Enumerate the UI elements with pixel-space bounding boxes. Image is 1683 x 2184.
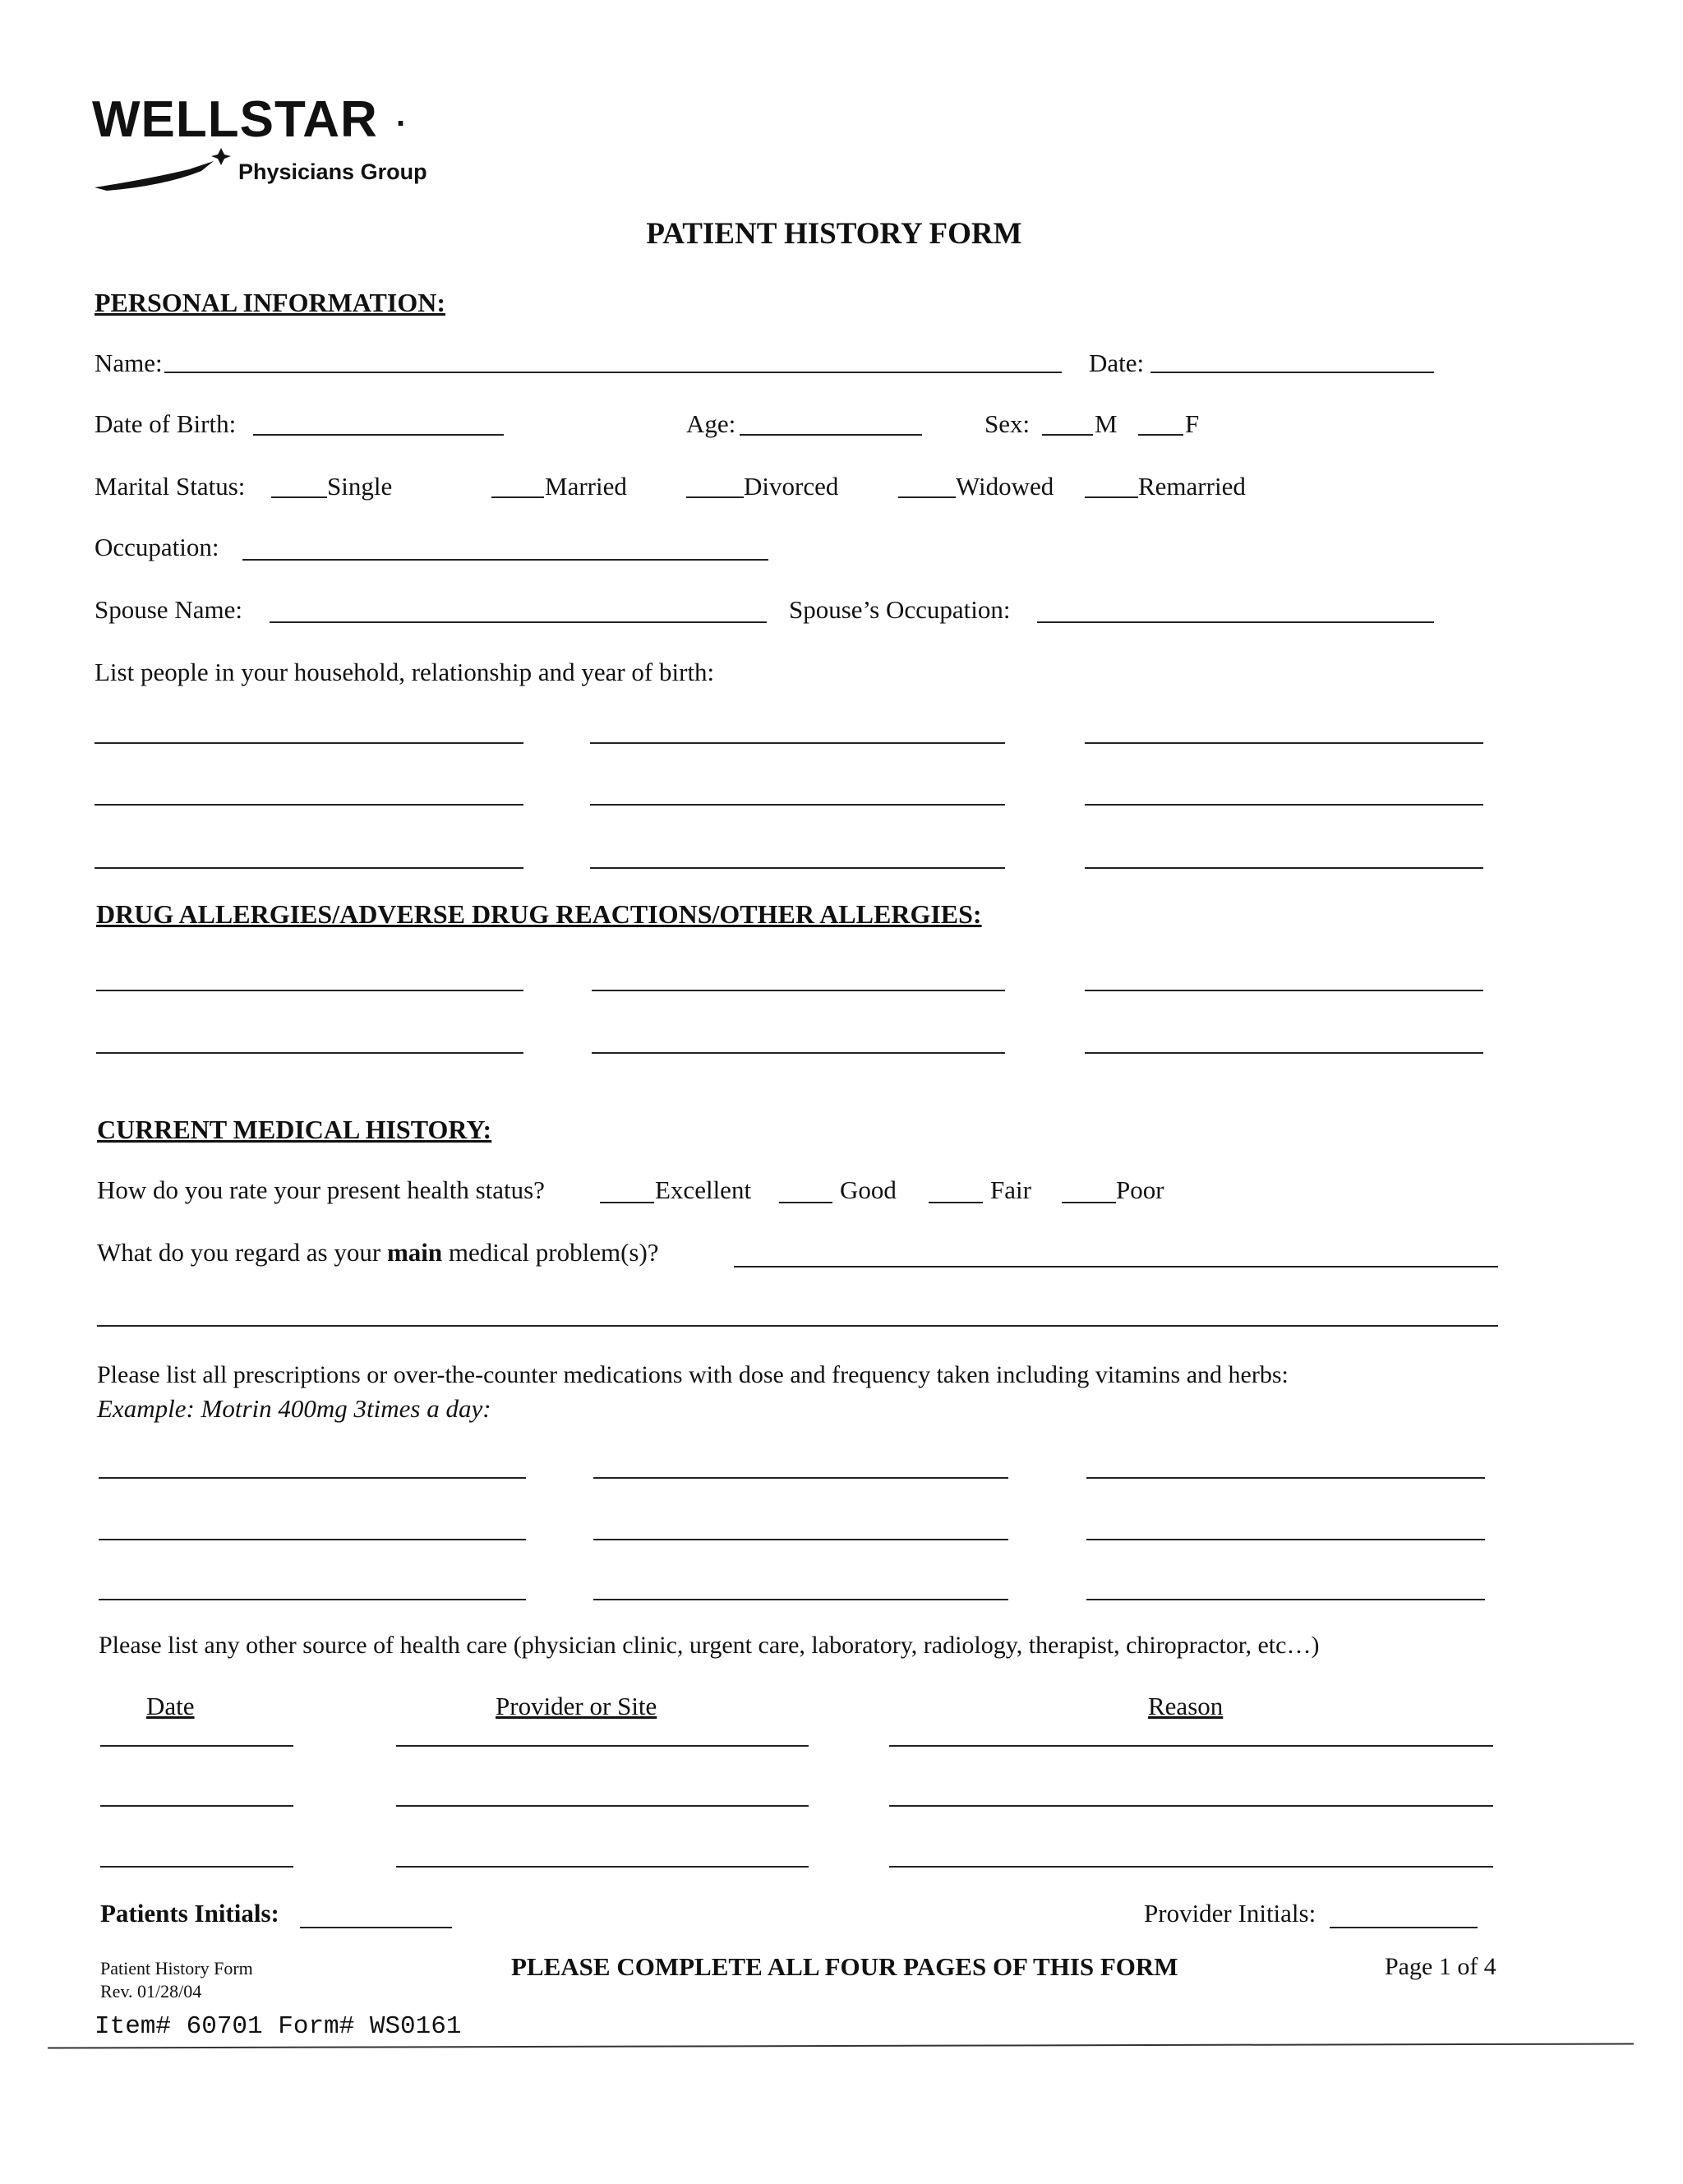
footer-form-name: Patient History Form (100, 1958, 253, 1979)
marital-remarried-blank[interactable] (1085, 496, 1138, 498)
date-field[interactable] (1150, 372, 1434, 373)
marital-remarried-label: Remarried (1138, 472, 1246, 501)
marital-widowed-label: Widowed (956, 472, 1054, 501)
col-date-header: Date (146, 1692, 195, 1720)
section-header-personal: PERSONAL INFORMATION: (95, 288, 445, 317)
sex-label: Sex: (984, 409, 1031, 438)
occupation-label: Occupation: (95, 533, 219, 561)
provider-initials-label: Provider Initials: (1144, 1899, 1316, 1928)
name-label: Name: (95, 349, 163, 377)
marital-label: Marital Status: (95, 472, 246, 501)
medication-line[interactable] (1086, 1599, 1485, 1600)
allergy-line[interactable] (592, 990, 1005, 991)
marital-single-label: Single (327, 472, 393, 501)
marital-married-blank[interactable] (491, 496, 544, 498)
care-date-line[interactable] (100, 1805, 293, 1807)
form-title: PATIENT HISTORY FORM (646, 217, 1022, 251)
care-reason-line[interactable] (889, 1866, 1493, 1868)
allergy-line[interactable] (1085, 1052, 1483, 1054)
dob-label: Date of Birth: (95, 409, 237, 438)
health-good-label: Good (840, 1175, 897, 1204)
marital-divorced-label: Divorced (744, 472, 839, 501)
logo-swoosh-icon (90, 146, 255, 196)
health-poor-label: Poor (1116, 1175, 1164, 1204)
spouse-name-field[interactable] (270, 621, 767, 623)
main-problem-label (97, 1238, 659, 1267)
medication-line[interactable] (99, 1477, 526, 1479)
other-care-label: Please list any other source of health care (physician clinic, urgent care, laboratory, radiology, therapist, chiropractor, etc…) (99, 1632, 1320, 1659)
marital-single-blank[interactable] (271, 496, 327, 498)
sex-f-blank[interactable] (1138, 434, 1183, 436)
allergy-line[interactable] (96, 990, 523, 991)
section-header-allergies: DRUG ALLERGIES/ADVERSE DRUG REACTIONS/OTHER ALLERGIES: (96, 899, 982, 929)
name-field[interactable] (164, 372, 1062, 373)
care-provider-line[interactable] (396, 1805, 809, 1807)
main-problem-label-bold: main (386, 1238, 443, 1267)
patient-initials-label: Patients Initials: (100, 1899, 279, 1928)
care-date-line[interactable] (100, 1866, 293, 1868)
medications-label: Please list all prescriptions or over-the-counter medications with dose and frequency taken including vitamins and herbs: (97, 1361, 1289, 1388)
marital-widowed-blank[interactable] (898, 496, 956, 498)
health-fair-label: Fair (990, 1175, 1031, 1204)
medication-line[interactable] (593, 1599, 1008, 1600)
medication-line[interactable] (593, 1477, 1008, 1479)
allergy-line[interactable] (1085, 990, 1483, 991)
household-label: List people in your household, relationship and year of birth: (95, 658, 715, 686)
age-field[interactable] (740, 434, 922, 436)
household-line[interactable] (1085, 742, 1483, 744)
marital-married-label: Married (545, 472, 627, 501)
occupation-field[interactable] (242, 559, 768, 561)
household-line[interactable] (1085, 867, 1483, 869)
medication-line[interactable] (1086, 1477, 1485, 1479)
care-reason-line[interactable] (889, 1805, 1493, 1807)
health-poor-blank[interactable] (1062, 1202, 1116, 1203)
health-status-label: How do you rate your present health status? (97, 1175, 545, 1204)
spouse-occupation-field[interactable] (1037, 621, 1434, 623)
health-fair-blank[interactable] (929, 1202, 983, 1203)
footer-revision: Rev. 01/28/04 (100, 1981, 202, 2002)
health-good-blank[interactable] (779, 1202, 832, 1203)
sex-f-label: F (1185, 409, 1200, 438)
medication-line[interactable] (99, 1539, 526, 1540)
sex-m-blank[interactable] (1042, 434, 1093, 436)
medication-line[interactable] (1086, 1539, 1485, 1540)
household-line[interactable] (590, 867, 1005, 869)
date-label: Date: (1089, 349, 1145, 377)
footer-rule (48, 2043, 1634, 2048)
allergy-line[interactable] (96, 1052, 523, 1054)
household-line[interactable] (590, 742, 1005, 744)
care-provider-line[interactable] (396, 1745, 809, 1747)
medications-example: Example: Motrin 400mg 3times a day: (97, 1394, 491, 1423)
health-excellent-label: Excellent (655, 1175, 752, 1204)
medication-line[interactable] (593, 1539, 1008, 1540)
household-line[interactable] (590, 804, 1005, 806)
care-provider-line[interactable] (396, 1866, 809, 1868)
main-problem-field[interactable] (734, 1266, 1498, 1267)
allergy-line[interactable] (592, 1052, 1005, 1054)
household-line[interactable] (95, 804, 523, 806)
patient-initials-field[interactable] (300, 1927, 452, 1928)
spouse-name-label: Spouse Name: (95, 595, 242, 624)
logo-wordmark: WELLSTAR (92, 91, 378, 148)
care-date-line[interactable] (100, 1745, 293, 1747)
main-problem-field-2[interactable] (97, 1325, 1498, 1327)
footer-item-form-number: Item# 60701 Form# WS0161 (95, 2012, 462, 2041)
sex-m-label: M (1095, 409, 1118, 438)
spouse-occupation-label: Spouse’s Occupation: (789, 595, 1011, 624)
health-excellent-blank[interactable] (600, 1202, 654, 1203)
dob-field[interactable] (253, 434, 504, 436)
age-label: Age: (686, 409, 736, 438)
section-header-medical: CURRENT MEDICAL HISTORY: (97, 1115, 492, 1144)
marital-divorced-blank[interactable] (686, 496, 744, 498)
main-problem-label-pre: What do you regard as your (97, 1238, 387, 1267)
main-problem-label-post: medical problem(s)? (442, 1238, 659, 1267)
footer-notice: PLEASE COMPLETE ALL FOUR PAGES OF THIS FORM (511, 1952, 1178, 1981)
logo-subtitle: Physicians Group (238, 159, 427, 184)
household-line[interactable] (95, 867, 523, 869)
logo-registered-dot: . (396, 97, 407, 133)
medication-line[interactable] (99, 1599, 526, 1600)
footer-page-number: Page 1 of 4 (1385, 1953, 1496, 1980)
col-provider-header: Provider or Site (496, 1692, 657, 1720)
provider-initials-field[interactable] (1330, 1927, 1478, 1928)
col-reason-header: Reason (1148, 1692, 1224, 1720)
household-line[interactable] (1085, 804, 1483, 806)
care-reason-line[interactable] (889, 1745, 1493, 1747)
household-line[interactable] (95, 742, 523, 744)
